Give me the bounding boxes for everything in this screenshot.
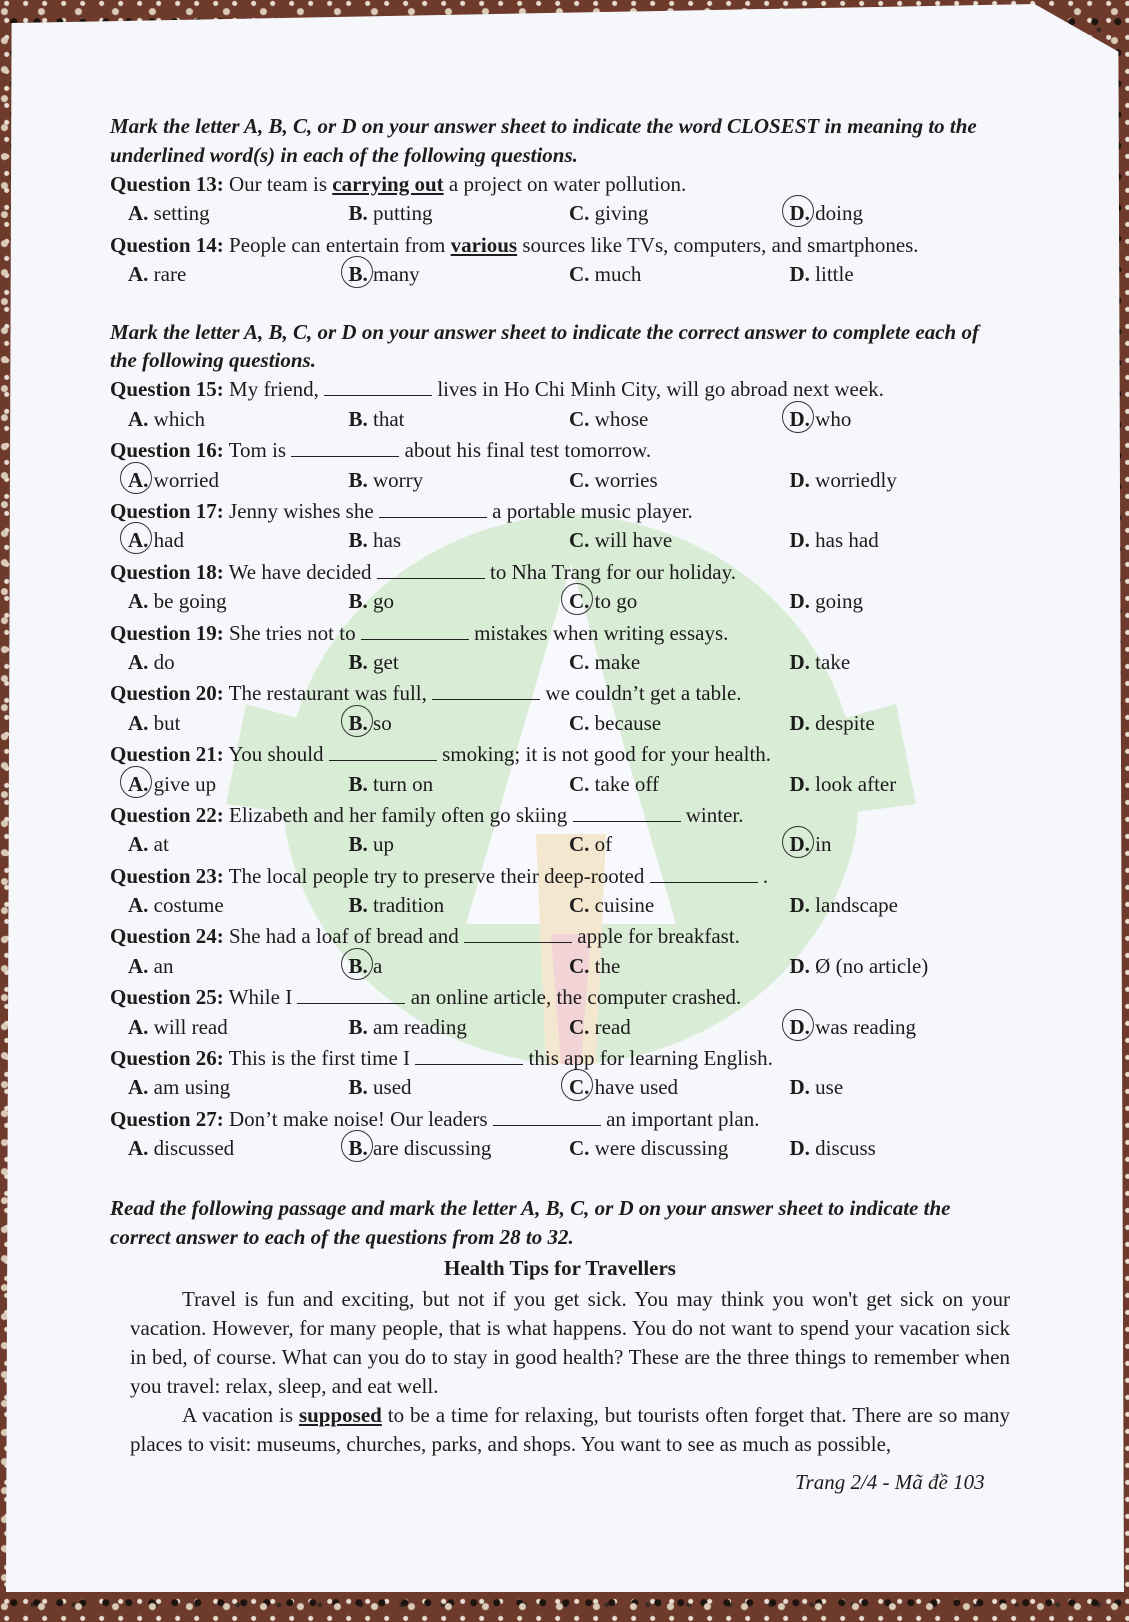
answer-option-b — [349, 199, 570, 228]
answer-options — [110, 1134, 1010, 1163]
option-letter: D. — [789, 201, 810, 226]
option-text: read — [589, 1014, 631, 1039]
answer-option-a — [128, 405, 349, 434]
answer-option-b — [349, 587, 570, 616]
option-text: putting — [367, 201, 433, 226]
option-text: am reading — [367, 1014, 467, 1039]
answer-option-b — [349, 260, 570, 289]
option-text: take — [809, 649, 851, 674]
question-block-synonyms — [110, 170, 1010, 290]
question-label: Question 23: — [110, 863, 224, 888]
answer-options — [110, 526, 1010, 555]
option-letter: D. — [789, 528, 810, 553]
answer-blank — [650, 866, 758, 883]
option-letter: C. — [569, 1136, 590, 1161]
option-letter: B. — [348, 1136, 368, 1161]
question-stem: Question 23: The local people try to preserve their deep-rooted . — [110, 863, 769, 888]
option-text: discussed — [148, 1136, 235, 1161]
answer-option-a — [128, 260, 349, 289]
option-text: look after — [809, 771, 897, 796]
option-text: has — [367, 528, 402, 553]
answer-option-b — [349, 526, 570, 555]
answer-blank — [379, 501, 487, 518]
underlined-word: supposed — [298, 1402, 382, 1427]
answer-options — [110, 587, 1010, 616]
question-stem: Question 27: Don’t make noise! Our leaders an important plan. — [110, 1106, 760, 1131]
answer-option-d — [790, 1073, 1011, 1102]
question-stem: Question 13: Our team is carrying out a project on water pollution. — [110, 171, 687, 196]
question-stem: Question 21: You should smoking; it is not good for your health. — [110, 742, 772, 767]
answer-option-a — [128, 587, 349, 616]
option-letter: B. — [348, 589, 368, 614]
answer-blank — [297, 987, 405, 1004]
answer-option-b — [349, 770, 570, 799]
answer-option-d — [790, 952, 1011, 981]
option-text: has had — [809, 528, 879, 553]
question-stem: Question 24: She had a loaf of bread and apple for breakfast. — [110, 924, 740, 949]
answer-option-c — [569, 466, 790, 495]
question-item — [110, 1044, 1010, 1103]
option-letter: B. — [348, 1075, 368, 1100]
option-text: many — [367, 262, 420, 287]
answer-option-b — [349, 1073, 570, 1102]
option-text: who — [809, 406, 852, 431]
answer-options — [110, 770, 1010, 799]
answer-option-c — [569, 199, 790, 228]
question-stem: Question 22: Elizabeth and her family often go skiing winter. — [110, 802, 744, 827]
para2-pre: A vacation is — [182, 1402, 294, 1427]
option-letter: C. — [569, 649, 590, 674]
option-text: get — [367, 649, 399, 674]
question-item — [110, 231, 1010, 290]
option-text: was reading — [809, 1014, 917, 1039]
option-letter: C. — [569, 201, 590, 226]
question-label: Question 24: — [110, 924, 224, 949]
option-text: turn on — [367, 771, 434, 796]
answer-blank — [464, 926, 572, 943]
answer-options — [110, 891, 1010, 920]
answer-option-b — [349, 1134, 570, 1163]
option-text: used — [367, 1075, 412, 1100]
option-letter: D. — [789, 1014, 810, 1039]
question-item — [110, 375, 1010, 434]
option-text: rare — [148, 262, 187, 287]
question-item — [110, 679, 1010, 738]
answer-option-b — [349, 891, 570, 920]
option-letter: A. — [128, 1014, 149, 1039]
option-text: so — [367, 710, 392, 735]
question-stem: Question 26: This is the first time I this app for learning English. — [110, 1046, 773, 1071]
option-text: give up — [148, 771, 217, 796]
question-label: Question 26: — [110, 1046, 224, 1071]
option-text: do — [148, 649, 175, 674]
option-letter: D. — [789, 710, 810, 735]
option-text: in — [809, 832, 832, 857]
option-text: much — [589, 262, 642, 287]
option-letter: D. — [789, 832, 810, 857]
option-text: landscape — [809, 893, 898, 918]
option-letter: A. — [128, 771, 149, 796]
option-letter: C. — [569, 589, 590, 614]
answer-option-c — [569, 1073, 790, 1102]
option-text: worries — [589, 467, 658, 492]
question-stem: Question 20: The restaurant was full, we couldn’t get a table. — [110, 681, 742, 706]
answer-option-b — [349, 952, 570, 981]
option-text: little — [809, 262, 854, 287]
question-item — [110, 170, 1010, 229]
option-letter: A. — [128, 893, 149, 918]
option-letter: B. — [348, 893, 368, 918]
option-text: the — [589, 953, 621, 978]
option-text: take off — [589, 771, 660, 796]
option-letter: B. — [348, 1014, 368, 1039]
option-text: at — [148, 832, 169, 857]
answer-options — [110, 648, 1010, 677]
option-letter: A. — [128, 467, 149, 492]
option-letter: D. — [789, 589, 810, 614]
question-item — [110, 740, 1010, 799]
option-letter: A. — [128, 710, 149, 735]
answer-blank — [377, 562, 485, 579]
option-text: worriedly — [809, 467, 897, 492]
section3-instruction: Read the following passage and mark the letter A, B, C, or D on your answer sheet to indicate the correct answer to each of the questions from 28 to 32. — [110, 1195, 951, 1249]
option-text: which — [148, 406, 205, 431]
option-text: worry — [367, 467, 424, 492]
question-block-completion — [110, 375, 1010, 1163]
question-stem: Question 14: People can entertain from various sources like TVs, computers, and smartphones. — [110, 232, 919, 257]
question-item — [110, 497, 1010, 556]
question-label: Question 15: — [110, 377, 224, 402]
question-item — [110, 1105, 1010, 1164]
option-letter: C. — [569, 771, 590, 796]
option-text: go — [367, 589, 395, 614]
option-text: am using — [148, 1075, 231, 1100]
answer-blank — [329, 744, 437, 761]
answer-blank — [415, 1048, 523, 1065]
option-letter: B. — [348, 953, 368, 978]
answer-option-a — [128, 648, 349, 677]
question-stem: Question 19: She tries not to mistakes when writing essays. — [110, 620, 729, 645]
answer-option-a — [128, 830, 349, 859]
answer-option-d — [790, 830, 1011, 859]
answer-blank — [324, 379, 432, 396]
question-stem: Question 15: My friend, lives in Ho Chi Minh City, will go abroad next week. — [110, 377, 884, 402]
option-letter: D. — [789, 893, 810, 918]
option-text: despite — [809, 710, 875, 735]
option-text: going — [809, 589, 864, 614]
option-letter: A. — [128, 201, 149, 226]
answer-options — [110, 830, 1010, 859]
option-text: had — [148, 528, 184, 553]
option-text: of — [589, 832, 613, 857]
answer-option-d — [790, 405, 1011, 434]
option-letter: B. — [348, 406, 368, 431]
section1-instruction: Mark the letter A, B, C, or D on your answer sheet to indicate the word CLOSEST in meaning to the underlined word(s) in each of the following questions. — [110, 114, 977, 167]
option-text: Ø (no article) — [809, 953, 929, 978]
question-stem: Question 16: Tom is about his final test tomorrow. — [110, 438, 652, 463]
option-text: a — [367, 953, 383, 978]
option-text: because — [589, 710, 662, 735]
answer-option-c — [569, 952, 790, 981]
answer-options — [110, 199, 1010, 228]
answer-option-a — [128, 891, 349, 920]
question-item — [110, 619, 1010, 678]
option-letter: C. — [569, 1014, 590, 1039]
option-letter: C. — [569, 467, 590, 492]
option-letter: C. — [569, 710, 590, 735]
option-text: that — [367, 406, 405, 431]
option-letter: C. — [569, 832, 590, 857]
answer-option-a — [128, 709, 349, 738]
answer-option-c — [569, 830, 790, 859]
option-text: will read — [148, 1014, 228, 1039]
answer-option-d — [790, 199, 1011, 228]
option-letter: D. — [789, 953, 810, 978]
passage-paragraph-1: Travel is fun and exciting, but not if you get sick. You may think you won't get sick on your vacation. However, for many people, that is what happens. You do not want to spend your vacation sick in bed, of course. What can you do to stay in good health? These are the three things to remember when you travel: relax, sleep, and eat well. — [130, 1286, 1010, 1398]
underlined-word: various — [450, 232, 518, 257]
answer-option-c — [569, 648, 790, 677]
option-letter: B. — [348, 467, 368, 492]
answer-option-c — [569, 770, 790, 799]
option-text: giving — [589, 201, 649, 226]
para2-post: to be a time for relaxing, but tourists often forget that. There are so many places to visit: museums, churches, parks, and shops. You want to see as much as possible, — [130, 1402, 1011, 1456]
option-text: were discussing — [589, 1136, 729, 1161]
option-letter: A. — [128, 649, 149, 674]
option-text: be going — [148, 589, 227, 614]
answer-options — [110, 952, 1010, 981]
option-letter: C. — [569, 528, 590, 553]
answer-option-b — [349, 466, 570, 495]
option-letter: A. — [128, 832, 149, 857]
question-label: Question 25: — [110, 985, 224, 1010]
question-label: Question 13: — [110, 171, 224, 196]
answer-option-a — [128, 1073, 349, 1102]
question-item — [110, 983, 1010, 1042]
answer-blank — [291, 440, 399, 457]
option-letter: A. — [128, 528, 149, 553]
answer-option-b — [349, 830, 570, 859]
question-label: Question 27: — [110, 1106, 224, 1131]
option-letter: A. — [128, 1136, 149, 1161]
answer-option-c — [569, 891, 790, 920]
option-letter: A. — [128, 1075, 149, 1100]
answer-option-d — [790, 587, 1011, 616]
option-letter: A. — [128, 262, 149, 287]
answer-option-a — [128, 1013, 349, 1042]
question-label: Question 19: — [110, 620, 224, 645]
option-text: whose — [589, 406, 649, 431]
question-label: Question 18: — [110, 559, 224, 584]
option-letter: A. — [128, 406, 149, 431]
answer-option-a — [128, 1134, 349, 1163]
answer-option-a — [128, 952, 349, 981]
passage-paragraph-2 — [130, 1401, 1010, 1459]
answer-options — [110, 1073, 1010, 1102]
option-text: discuss — [809, 1136, 876, 1161]
option-letter: C. — [569, 953, 590, 978]
option-letter: D. — [789, 406, 810, 431]
answer-blank — [573, 805, 681, 822]
answer-option-c — [569, 405, 790, 434]
section2-instruction: Mark the letter A, B, C, or D on your answer sheet to indicate the correct answer to complete each of the following questions. — [110, 319, 979, 373]
option-text: doing — [809, 201, 864, 226]
page-footer: Trang 2/4 - Mã đề 103 — [795, 1470, 985, 1494]
option-letter: C. — [569, 1075, 590, 1100]
option-letter: D. — [789, 1136, 810, 1161]
option-text: costume — [148, 893, 224, 918]
answer-option-b — [349, 709, 570, 738]
option-letter: B. — [348, 201, 368, 226]
option-text: are discussing — [367, 1136, 492, 1161]
question-stem: Question 18: We have decided to Nha Trang for our holiday. — [110, 559, 736, 584]
question-item — [110, 436, 1010, 495]
answer-option-c — [569, 260, 790, 289]
option-text: but — [148, 710, 181, 735]
answer-option-b — [349, 1013, 570, 1042]
option-text: up — [367, 832, 395, 857]
answer-options — [110, 405, 1010, 434]
option-text: will have — [589, 528, 673, 553]
option-letter: D. — [789, 1075, 810, 1100]
question-label: Question 20: — [110, 681, 224, 706]
option-letter: D. — [789, 467, 810, 492]
answer-option-d — [790, 709, 1011, 738]
answer-option-b — [349, 405, 570, 434]
answer-option-c — [569, 1013, 790, 1042]
option-letter: B. — [348, 649, 368, 674]
option-letter: B. — [348, 262, 368, 287]
answer-blank — [361, 623, 469, 640]
option-text: to go — [589, 589, 638, 614]
question-label: Question 14: — [110, 232, 224, 257]
answer-option-c — [569, 1134, 790, 1163]
option-letter: D. — [789, 262, 810, 287]
question-item — [110, 862, 1010, 921]
answer-option-a — [128, 466, 349, 495]
answer-options — [110, 709, 1010, 738]
option-letter: A. — [128, 953, 149, 978]
question-stem: Question 17: Jenny wishes she a portable music player. — [110, 499, 693, 523]
question-item — [110, 801, 1010, 860]
option-letter: C. — [569, 893, 590, 918]
option-letter: B. — [348, 832, 368, 857]
question-stem: Question 25: While I an online article, the computer crashed. — [110, 985, 742, 1010]
answer-option-d — [790, 526, 1011, 555]
answer-options — [110, 260, 1010, 289]
option-text: cuisine — [589, 893, 655, 918]
option-letter: B. — [348, 710, 368, 735]
answer-options — [110, 1013, 1010, 1042]
answer-option-c — [569, 587, 790, 616]
question-label: Question 21: — [110, 742, 224, 767]
question-label: Question 22: — [110, 802, 224, 827]
option-text: an — [148, 953, 174, 978]
exam-content — [110, 112, 1010, 1459]
option-text: use — [809, 1075, 844, 1100]
answer-option-d — [790, 1013, 1011, 1042]
option-letter: C. — [569, 406, 590, 431]
underlined-word: carrying out — [332, 171, 444, 196]
option-text: tradition — [367, 893, 445, 918]
option-text: setting — [148, 201, 210, 226]
option-letter: D. — [789, 649, 810, 674]
option-letter: B. — [348, 771, 368, 796]
answer-option-d — [790, 260, 1011, 289]
option-letter: A. — [128, 589, 149, 614]
option-letter: B. — [348, 528, 368, 553]
answer-option-d — [790, 770, 1011, 799]
answer-option-d — [790, 648, 1011, 677]
answer-option-d — [790, 891, 1011, 920]
answer-blank — [493, 1109, 601, 1126]
answer-blank — [432, 683, 540, 700]
answer-option-d — [790, 1134, 1011, 1163]
option-text: worried — [148, 467, 219, 492]
question-label: Question 17: — [110, 499, 224, 523]
answer-option-a — [128, 770, 349, 799]
answer-option-a — [128, 199, 349, 228]
option-text: make — [589, 649, 641, 674]
question-label: Question 16: — [110, 438, 224, 463]
option-letter: C. — [569, 262, 590, 287]
answer-option-b — [349, 648, 570, 677]
answer-option-d — [790, 466, 1011, 495]
answer-option-c — [569, 709, 790, 738]
question-item — [110, 922, 1010, 981]
answer-option-c — [569, 526, 790, 555]
answer-option-a — [128, 526, 349, 555]
question-item — [110, 558, 1010, 617]
option-letter: D. — [789, 771, 810, 796]
answer-options — [110, 466, 1010, 495]
passage-title: Health Tips for Travellers — [444, 1255, 676, 1280]
option-text: have used — [589, 1075, 679, 1100]
